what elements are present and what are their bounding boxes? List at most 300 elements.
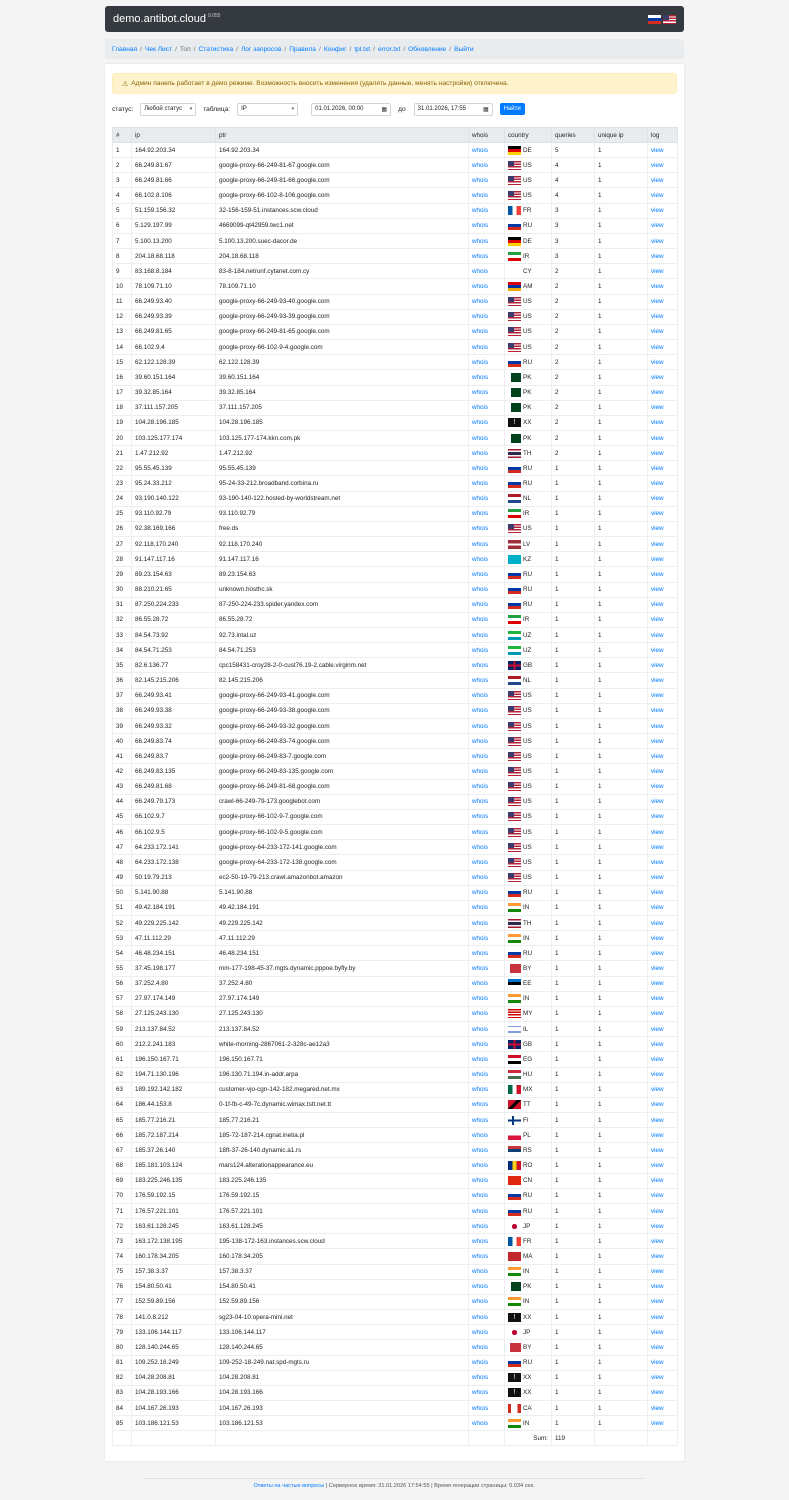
whois-link[interactable]: whois bbox=[469, 718, 505, 733]
view-log-link[interactable]: view bbox=[648, 415, 678, 430]
whois-link[interactable]: whois bbox=[469, 991, 505, 1006]
whois-link[interactable]: whois bbox=[469, 597, 505, 612]
country-code: DE bbox=[523, 237, 532, 245]
whois-link[interactable]: whois bbox=[469, 582, 505, 597]
whois-link[interactable]: whois bbox=[469, 1128, 505, 1143]
unique-ip-cell: 1 bbox=[595, 203, 648, 218]
country-cell bbox=[505, 1370, 552, 1385]
view-log-link[interactable]: view bbox=[648, 688, 678, 703]
row-number: 2 bbox=[113, 158, 132, 173]
breadcrumb-item[interactable]: Конфиг bbox=[323, 45, 347, 53]
whois-link[interactable]: whois bbox=[469, 1097, 505, 1112]
breadcrumb-item[interactable]: error.txt bbox=[377, 45, 401, 53]
view-log-link[interactable]: view bbox=[648, 385, 678, 400]
country-flag-icon bbox=[508, 1404, 521, 1413]
whois-link[interactable]: whois bbox=[469, 870, 505, 885]
country-flag-icon bbox=[508, 631, 521, 640]
view-log-link[interactable]: view bbox=[648, 249, 678, 264]
whois-link[interactable]: whois bbox=[469, 658, 505, 673]
view-log-link[interactable]: view bbox=[648, 1097, 678, 1112]
whois-link[interactable]: whois bbox=[469, 461, 505, 476]
view-log-link[interactable]: view bbox=[648, 855, 678, 870]
whois-link[interactable]: whois bbox=[469, 809, 505, 824]
view-log-link[interactable]: view bbox=[648, 900, 678, 915]
status-select[interactable]: Любой статус ▾ bbox=[140, 103, 196, 116]
view-log-link[interactable]: view bbox=[648, 567, 678, 582]
view-log-link[interactable]: view bbox=[648, 825, 678, 840]
row-number: 79 bbox=[113, 1325, 132, 1340]
view-log-link[interactable]: view bbox=[648, 749, 678, 764]
whois-link[interactable]: whois bbox=[469, 946, 505, 961]
table-row bbox=[113, 1113, 678, 1128]
view-log-link[interactable]: view bbox=[648, 1385, 678, 1400]
view-log-link[interactable]: view bbox=[648, 1325, 678, 1340]
queries-cell: 1 bbox=[552, 1264, 595, 1279]
country-cell bbox=[505, 825, 552, 840]
whois-link[interactable]: whois bbox=[469, 1082, 505, 1097]
country-flag-icon bbox=[508, 237, 521, 246]
whois-link[interactable]: whois bbox=[469, 476, 505, 491]
view-log-link[interactable]: view bbox=[648, 1249, 678, 1264]
whois-link[interactable]: whois bbox=[469, 203, 505, 218]
whois-link[interactable]: whois bbox=[469, 355, 505, 370]
whois-link[interactable]: whois bbox=[469, 840, 505, 855]
whois-link[interactable]: whois bbox=[469, 764, 505, 779]
whois-link[interactable]: whois bbox=[469, 1385, 505, 1400]
view-log-link[interactable]: view bbox=[648, 264, 678, 279]
whois-link[interactable]: whois bbox=[469, 1370, 505, 1385]
whois-link[interactable]: whois bbox=[469, 915, 505, 930]
view-log-link[interactable]: view bbox=[648, 203, 678, 218]
view-log-link[interactable]: view bbox=[648, 1082, 678, 1097]
country-code: IN bbox=[523, 995, 530, 1003]
whois-link[interactable]: whois bbox=[469, 1416, 505, 1431]
whois-link[interactable]: whois bbox=[469, 1113, 505, 1128]
breadcrumb-separator: / bbox=[236, 45, 238, 53]
whois-link[interactable]: whois bbox=[469, 885, 505, 900]
view-log-link[interactable]: view bbox=[648, 931, 678, 946]
country-code: RS bbox=[523, 1147, 532, 1155]
whois-link[interactable]: whois bbox=[469, 1037, 505, 1052]
row-number: 85 bbox=[113, 1416, 132, 1431]
whois-link[interactable]: whois bbox=[469, 249, 505, 264]
ip-cell: 27.125.243.130 bbox=[132, 1006, 216, 1021]
lang-us-flag-icon[interactable] bbox=[663, 15, 676, 24]
country-cell bbox=[505, 931, 552, 946]
country-code: US bbox=[523, 343, 532, 351]
table-row bbox=[113, 430, 678, 445]
whois-link[interactable]: whois bbox=[469, 567, 505, 582]
view-log-link[interactable]: view bbox=[648, 643, 678, 658]
view-log-link[interactable]: view bbox=[648, 961, 678, 976]
view-log-link[interactable]: view bbox=[648, 446, 678, 461]
whois-link[interactable]: whois bbox=[469, 976, 505, 991]
whois-link[interactable]: whois bbox=[469, 1006, 505, 1021]
view-log-link[interactable]: view bbox=[648, 1128, 678, 1143]
search-button[interactable]: Найти bbox=[500, 103, 525, 115]
country-cell bbox=[505, 1234, 552, 1249]
whois-link[interactable]: whois bbox=[469, 1203, 505, 1218]
whois-link[interactable]: whois bbox=[469, 385, 505, 400]
whois-link[interactable]: whois bbox=[469, 1143, 505, 1158]
country-cell bbox=[505, 552, 552, 567]
view-log-link[interactable]: view bbox=[648, 1279, 678, 1294]
whois-link[interactable]: whois bbox=[469, 158, 505, 173]
view-log-link[interactable]: view bbox=[648, 400, 678, 415]
table-select[interactable]: IP ▾ bbox=[237, 103, 298, 116]
whois-link[interactable]: whois bbox=[469, 1310, 505, 1325]
table-row bbox=[113, 794, 678, 809]
view-log-link[interactable]: view bbox=[648, 1355, 678, 1370]
whois-link[interactable]: whois bbox=[469, 900, 505, 915]
ip-cell: 194.71.130.196 bbox=[132, 1067, 216, 1082]
view-log-link[interactable]: view bbox=[648, 809, 678, 824]
country-code: NL bbox=[523, 495, 532, 503]
ip-cell: 66.249.81.65 bbox=[132, 324, 216, 339]
table-row bbox=[113, 1294, 678, 1309]
row-number: 6 bbox=[113, 218, 132, 233]
country-cell bbox=[505, 885, 552, 900]
date-to-input[interactable]: 31.01.2026, 17:55 ▦ bbox=[414, 103, 493, 116]
table-row bbox=[113, 870, 678, 885]
view-log-link[interactable]: view bbox=[648, 476, 678, 491]
view-log-link[interactable]: view bbox=[648, 491, 678, 506]
table-row bbox=[113, 415, 678, 430]
view-log-link[interactable]: view bbox=[648, 355, 678, 370]
whois-link[interactable]: whois bbox=[469, 552, 505, 567]
ptr-cell: ec2-50-19-79-213.crawl.amazonbot.amazon bbox=[216, 870, 469, 885]
view-log-link[interactable]: view bbox=[648, 506, 678, 521]
view-log-link[interactable]: view bbox=[648, 991, 678, 1006]
whois-link[interactable]: whois bbox=[469, 703, 505, 718]
unique-ip-cell: 1 bbox=[595, 673, 648, 688]
ptr-cell: 27.125.243.130 bbox=[216, 1006, 469, 1021]
whois-link[interactable]: whois bbox=[469, 825, 505, 840]
unique-ip-cell: 1 bbox=[595, 1264, 648, 1279]
view-log-link[interactable]: view bbox=[648, 188, 678, 203]
ptr-cell: cpc158431-croy28-2-0-cust76.19-2.cable.virginm.net bbox=[216, 658, 469, 673]
ip-cell: 93.110.92.79 bbox=[132, 506, 216, 521]
whois-link[interactable]: whois bbox=[469, 734, 505, 749]
whois-link[interactable]: whois bbox=[469, 506, 505, 521]
view-log-link[interactable]: view bbox=[648, 173, 678, 188]
view-log-link[interactable]: view bbox=[648, 1067, 678, 1082]
view-log-link[interactable]: view bbox=[648, 1264, 678, 1279]
unique-ip-cell: 1 bbox=[595, 1355, 648, 1370]
ptr-cell: google-proxy-66-249-81-65.google.com bbox=[216, 324, 469, 339]
whois-link[interactable]: whois bbox=[469, 1249, 505, 1264]
view-log-link[interactable]: view bbox=[648, 537, 678, 552]
breadcrumb-item[interactable]: Обновление bbox=[408, 45, 447, 53]
country-code: PK bbox=[523, 389, 532, 397]
breadcrumb-item[interactable]: Выйти bbox=[454, 45, 474, 53]
row-number: 58 bbox=[113, 1006, 132, 1021]
view-log-link[interactable]: view bbox=[648, 915, 678, 930]
breadcrumb-item[interactable]: Статистика bbox=[198, 45, 234, 53]
sum-empty-cell bbox=[216, 1431, 469, 1446]
queries-cell: 1 bbox=[552, 673, 595, 688]
date-from-input[interactable]: 01.01.2026, 00:00 ▦ bbox=[311, 103, 391, 116]
calendar-icon: ▦ bbox=[482, 106, 489, 113]
column-header: ptr bbox=[216, 128, 469, 143]
view-log-link[interactable]: view bbox=[648, 218, 678, 233]
country-flag-icon bbox=[508, 1191, 521, 1200]
view-log-link[interactable]: view bbox=[648, 279, 678, 294]
view-log-link[interactable]: view bbox=[648, 734, 678, 749]
unique-ip-cell: 1 bbox=[595, 1097, 648, 1112]
country-code: UZ bbox=[523, 646, 532, 654]
lang-ru-flag-icon[interactable] bbox=[648, 15, 661, 24]
view-log-link[interactable]: view bbox=[648, 1219, 678, 1234]
whois-link[interactable]: whois bbox=[469, 779, 505, 794]
country-flag-icon bbox=[508, 161, 521, 170]
unique-ip-cell: 1 bbox=[595, 355, 648, 370]
whois-link[interactable]: whois bbox=[469, 1279, 505, 1294]
view-log-link[interactable]: view bbox=[648, 840, 678, 855]
view-log-link[interactable]: view bbox=[648, 1400, 678, 1415]
country-cell bbox=[505, 946, 552, 961]
table-label: таблица: bbox=[203, 105, 231, 113]
ip-cell: 104.167.26.193 bbox=[132, 1400, 216, 1415]
view-log-link[interactable]: view bbox=[648, 1158, 678, 1173]
whois-link[interactable]: whois bbox=[469, 537, 505, 552]
view-log-link[interactable]: view bbox=[648, 294, 678, 309]
country-flag-icon bbox=[508, 1131, 521, 1140]
whois-link[interactable]: whois bbox=[469, 1340, 505, 1355]
view-log-link[interactable]: view bbox=[648, 324, 678, 339]
faq-link[interactable]: Ответы на частые вопросы bbox=[253, 1483, 325, 1489]
unique-ip-cell: 1 bbox=[595, 749, 648, 764]
whois-link[interactable]: whois bbox=[469, 1067, 505, 1082]
breadcrumb-item[interactable]: Главная bbox=[112, 45, 138, 53]
view-log-link[interactable]: view bbox=[648, 779, 678, 794]
view-log-link[interactable]: view bbox=[648, 628, 678, 643]
country-code: EG bbox=[523, 1056, 533, 1064]
whois-link[interactable]: whois bbox=[469, 430, 505, 445]
view-log-link[interactable]: view bbox=[648, 703, 678, 718]
view-log-link[interactable]: view bbox=[648, 1006, 678, 1021]
ip-cell: 66.249.81.66 bbox=[132, 173, 216, 188]
view-log-link[interactable]: view bbox=[648, 870, 678, 885]
unique-ip-cell: 1 bbox=[595, 825, 648, 840]
view-log-link[interactable]: view bbox=[648, 946, 678, 961]
row-number: 66 bbox=[113, 1128, 132, 1143]
view-log-link[interactable]: view bbox=[648, 461, 678, 476]
whois-link[interactable]: whois bbox=[469, 688, 505, 703]
whois-link[interactable]: whois bbox=[469, 1158, 505, 1173]
whois-link[interactable]: whois bbox=[469, 1294, 505, 1309]
whois-link[interactable]: whois bbox=[469, 1355, 505, 1370]
country-cell bbox=[505, 233, 552, 248]
table-row bbox=[113, 1128, 678, 1143]
ip-cell: 103.125.177.174 bbox=[132, 430, 216, 445]
queries-cell: 1 bbox=[552, 855, 595, 870]
unique-ip-cell: 1 bbox=[595, 794, 648, 809]
country-code: US bbox=[523, 722, 532, 730]
ip-cell: 204.18.68.118 bbox=[132, 249, 216, 264]
queries-cell: 1 bbox=[552, 734, 595, 749]
whois-link[interactable]: whois bbox=[469, 264, 505, 279]
whois-link[interactable]: whois bbox=[469, 1264, 505, 1279]
whois-link[interactable]: whois bbox=[469, 931, 505, 946]
whois-link[interactable]: whois bbox=[469, 961, 505, 976]
view-log-link[interactable]: view bbox=[648, 582, 678, 597]
whois-link[interactable]: whois bbox=[469, 1052, 505, 1067]
table-row bbox=[113, 1188, 678, 1203]
queries-cell: 1 bbox=[552, 961, 595, 976]
ptr-cell: 104.167.26.193 bbox=[216, 1400, 469, 1415]
country-flag-icon bbox=[508, 706, 521, 715]
whois-link[interactable]: whois bbox=[469, 1400, 505, 1415]
whois-link[interactable]: whois bbox=[469, 340, 505, 355]
view-log-link[interactable]: view bbox=[648, 597, 678, 612]
country-flag-icon bbox=[508, 812, 521, 821]
country-code: RO bbox=[523, 1162, 533, 1170]
breadcrumb-item[interactable]: Чек Лист bbox=[144, 45, 173, 53]
view-log-link[interactable]: view bbox=[648, 1416, 678, 1431]
row-number: 7 bbox=[113, 233, 132, 248]
view-log-link[interactable]: view bbox=[648, 673, 678, 688]
view-log-link[interactable]: view bbox=[648, 158, 678, 173]
ip-cell: 27.97.174.149 bbox=[132, 991, 216, 1006]
view-log-link[interactable]: view bbox=[648, 521, 678, 536]
whois-link[interactable]: whois bbox=[469, 1325, 505, 1340]
view-log-link[interactable]: view bbox=[648, 143, 678, 158]
country-cell bbox=[505, 567, 552, 582]
row-number: 68 bbox=[113, 1158, 132, 1173]
row-number: 57 bbox=[113, 991, 132, 1006]
view-log-link[interactable]: view bbox=[648, 1173, 678, 1188]
whois-link[interactable]: whois bbox=[469, 188, 505, 203]
country-flag-icon bbox=[508, 888, 521, 897]
whois-link[interactable]: whois bbox=[469, 279, 505, 294]
country-flag-icon bbox=[508, 191, 521, 200]
view-log-link[interactable]: view bbox=[648, 612, 678, 627]
view-log-link[interactable]: view bbox=[648, 340, 678, 355]
ip-cell: 66.249.93.32 bbox=[132, 718, 216, 733]
whois-link[interactable]: whois bbox=[469, 749, 505, 764]
whois-link[interactable]: whois bbox=[469, 521, 505, 536]
country-flag-icon bbox=[508, 555, 521, 564]
country-code: RU bbox=[523, 586, 533, 594]
table-row bbox=[113, 1310, 678, 1325]
ip-cell: 176.59.192.15 bbox=[132, 1188, 216, 1203]
view-log-link[interactable]: view bbox=[648, 1113, 678, 1128]
view-log-link[interactable]: view bbox=[648, 1310, 678, 1325]
whois-link[interactable]: whois bbox=[469, 218, 505, 233]
view-log-link[interactable]: view bbox=[648, 794, 678, 809]
country-flag-icon bbox=[508, 297, 521, 306]
whois-link[interactable]: whois bbox=[469, 446, 505, 461]
whois-link[interactable]: whois bbox=[469, 794, 505, 809]
whois-link[interactable]: whois bbox=[469, 628, 505, 643]
unique-ip-cell: 1 bbox=[595, 961, 648, 976]
status-label: статус: bbox=[112, 105, 134, 113]
country-flag-icon bbox=[508, 343, 521, 352]
table-row bbox=[113, 1325, 678, 1340]
whois-link[interactable]: whois bbox=[469, 400, 505, 415]
breadcrumb-item[interactable]: tpl.txt bbox=[354, 45, 371, 53]
country-flag-icon bbox=[508, 797, 521, 806]
whois-link[interactable]: whois bbox=[469, 309, 505, 324]
ptr-cell: 0-1f-fb-c-49-7c.dynamic.wimax.tstt.net.tt bbox=[216, 1097, 469, 1112]
row-number: 31 bbox=[113, 597, 132, 612]
view-log-link[interactable]: view bbox=[648, 976, 678, 991]
whois-link[interactable]: whois bbox=[469, 1234, 505, 1249]
country-code: GB bbox=[523, 662, 533, 670]
whois-link[interactable]: whois bbox=[469, 294, 505, 309]
brand-link[interactable]: demo.antibot.cloud $^{9.055}$ bbox=[113, 13, 221, 25]
country-flag-icon bbox=[508, 494, 521, 503]
ip-cell: 66.249.79.173 bbox=[132, 794, 216, 809]
whois-link[interactable]: whois bbox=[469, 1173, 505, 1188]
view-log-link[interactable]: view bbox=[648, 370, 678, 385]
whois-link[interactable]: whois bbox=[469, 673, 505, 688]
whois-link[interactable]: whois bbox=[469, 643, 505, 658]
table-row bbox=[113, 461, 678, 476]
view-log-link[interactable]: view bbox=[648, 1340, 678, 1355]
whois-link[interactable]: whois bbox=[469, 1188, 505, 1203]
country-cell bbox=[505, 1279, 552, 1294]
table-row bbox=[113, 1052, 678, 1067]
ptr-cell: 213.137.84.52 bbox=[216, 1022, 469, 1037]
view-log-link[interactable]: view bbox=[648, 1203, 678, 1218]
view-log-link[interactable]: view bbox=[648, 1022, 678, 1037]
view-log-link[interactable]: view bbox=[648, 552, 678, 567]
breadcrumb-item[interactable]: Лог запросов bbox=[240, 45, 282, 53]
whois-link[interactable]: whois bbox=[469, 415, 505, 430]
whois-link[interactable]: whois bbox=[469, 370, 505, 385]
view-log-link[interactable]: view bbox=[648, 1037, 678, 1052]
whois-link[interactable]: whois bbox=[469, 1219, 505, 1234]
whois-link[interactable]: whois bbox=[469, 855, 505, 870]
view-log-link[interactable]: view bbox=[648, 430, 678, 445]
queries-cell: 2 bbox=[552, 385, 595, 400]
whois-link[interactable]: whois bbox=[469, 233, 505, 248]
ip-cell: 49.42.184.191 bbox=[132, 900, 216, 915]
view-log-link[interactable]: view bbox=[648, 1370, 678, 1385]
queries-cell: 1 bbox=[552, 703, 595, 718]
view-log-link[interactable]: view bbox=[648, 1143, 678, 1158]
country-cell bbox=[505, 749, 552, 764]
view-log-link[interactable]: view bbox=[648, 658, 678, 673]
view-log-link[interactable]: view bbox=[648, 1052, 678, 1067]
breadcrumb-item[interactable]: Правила bbox=[289, 45, 316, 53]
whois-link[interactable]: whois bbox=[469, 612, 505, 627]
view-log-link[interactable]: view bbox=[648, 233, 678, 248]
view-log-link[interactable]: view bbox=[648, 764, 678, 779]
country-flag-icon bbox=[508, 524, 521, 533]
view-log-link[interactable]: view bbox=[648, 309, 678, 324]
row-number: 1 bbox=[113, 143, 132, 158]
unique-ip-cell: 1 bbox=[595, 597, 648, 612]
view-log-link[interactable]: view bbox=[648, 1234, 678, 1249]
view-log-link[interactable]: view bbox=[648, 885, 678, 900]
queries-cell: 1 bbox=[552, 809, 595, 824]
whois-link[interactable]: whois bbox=[469, 1022, 505, 1037]
country-code: BY bbox=[523, 965, 532, 973]
view-log-link[interactable]: view bbox=[648, 718, 678, 733]
unique-ip-cell: 1 bbox=[595, 1325, 648, 1340]
view-log-link[interactable]: view bbox=[648, 1294, 678, 1309]
whois-link[interactable]: whois bbox=[469, 491, 505, 506]
country-code: RU bbox=[523, 571, 533, 579]
whois-link[interactable]: whois bbox=[469, 324, 505, 339]
queries-cell: 1 bbox=[552, 582, 595, 597]
whois-link[interactable]: whois bbox=[469, 173, 505, 188]
whois-link[interactable]: whois bbox=[469, 143, 505, 158]
view-log-link[interactable]: view bbox=[648, 1188, 678, 1203]
